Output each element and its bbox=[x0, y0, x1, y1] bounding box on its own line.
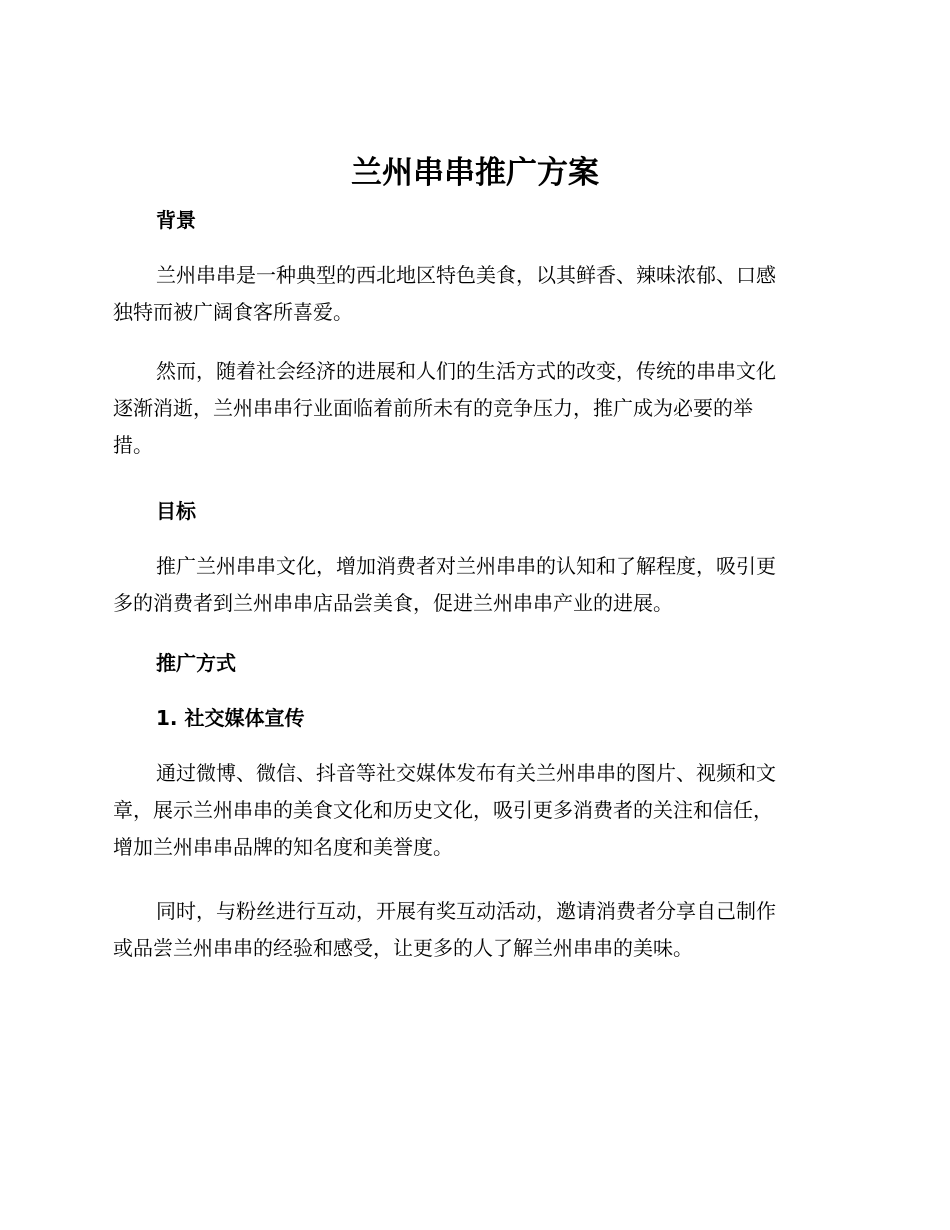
paragraph-line: 通过微博、微信、抖音等社交媒体发布有关兰州串串的图片、视频和文 bbox=[156, 761, 776, 785]
document-title: 兰州串串推广方案 bbox=[351, 155, 599, 191]
subsection-heading-social-media: 1. 社交媒体宣传 bbox=[156, 706, 305, 730]
paragraph-line: 独特而被广阔食客所喜爱。 bbox=[113, 300, 353, 324]
paragraph-line: 然而，随着社会经济的进展和人们的生活方式的改变，传统的串串文化 bbox=[156, 359, 776, 383]
paragraph-line: 或品尝兰州串串的经验和感受，让更多的人了解兰州串串的美味。 bbox=[113, 936, 693, 960]
paragraph-line: 措。 bbox=[113, 433, 153, 457]
section-heading-background: 背景 bbox=[156, 208, 196, 232]
paragraph-background-2 bbox=[113, 353, 831, 464]
paragraph-line: 增加兰州串串品牌的知名度和美誉度。 bbox=[113, 835, 453, 859]
paragraph-goal-1 bbox=[113, 548, 831, 622]
section-heading-methods: 推广方式 bbox=[156, 651, 236, 675]
paragraph-line: 兰州串串是一种典型的西北地区特色美食，以其鲜香、辣味浓郁、口感 bbox=[156, 263, 776, 287]
section-heading-goal: 目标 bbox=[156, 499, 196, 523]
paragraph-line: 章，展示兰州串串的美食文化和历史文化，吸引更多消费者的关注和信任， bbox=[113, 798, 773, 822]
paragraph-social-media-1 bbox=[113, 755, 831, 866]
paragraph-line: 逐渐消逝，兰州串串行业面临着前所未有的竞争压力，推广成为必要的举 bbox=[113, 396, 753, 420]
paragraph-social-media-2 bbox=[113, 893, 831, 967]
paragraph-line: 推广兰州串串文化，增加消费者对兰州串串的认知和了解程度，吸引更 bbox=[156, 554, 776, 578]
paragraph-background-1 bbox=[113, 257, 831, 331]
paragraph-line: 多的消费者到兰州串串店品尝美食，促进兰州串串产业的进展。 bbox=[113, 591, 673, 615]
paragraph-line: 同时，与粉丝进行互动，开展有奖互动活动，邀请消费者分享自己制作 bbox=[156, 899, 776, 923]
